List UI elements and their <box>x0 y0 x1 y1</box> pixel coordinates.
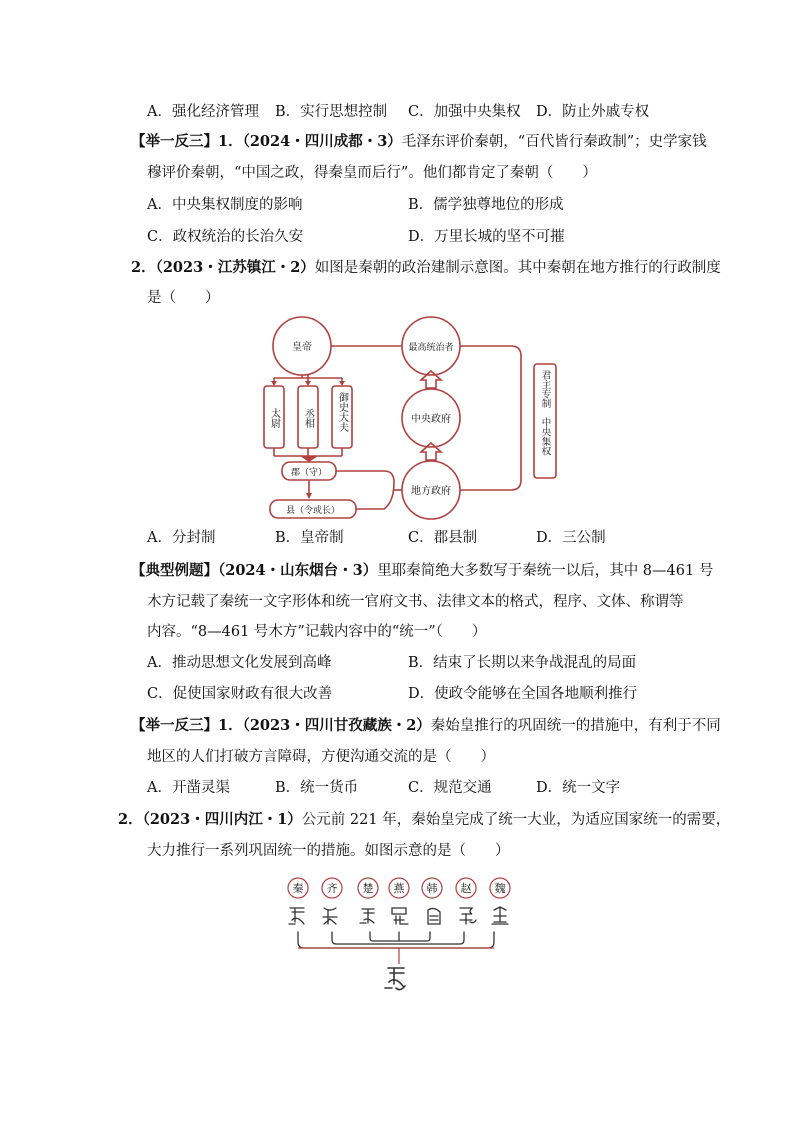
ex2-option-b: B．皇帝制 <box>275 530 344 546</box>
ex1-line2: 穆评价秦朝，“中国之政，得秦皇而后行”。他们都肯定了秦朝（ ） <box>147 165 597 181</box>
prev-option-a: A．强化经济管理 <box>147 104 259 120</box>
diagram-chengxiang: 丞相 <box>302 408 314 428</box>
state-label: 秦 <box>292 882 304 895</box>
typical-line3: 内容。“8—461 号木方”记载内容中的“统一”（ ） <box>147 624 487 640</box>
ex1-option-b: B．儒学独尊地位的形成 <box>408 197 564 213</box>
ex3-line2: 地区的人们打破方言障碍，方便沟通交流的是（ ） <box>147 749 495 765</box>
ex3-source: （2023・四川甘孜藏族・2） <box>242 717 431 734</box>
ex3-line1 <box>131 716 721 736</box>
typical-option-b: B．结束了长期以来争战混乱的局面 <box>408 655 637 671</box>
ex2-option-a: A．分封制 <box>147 530 216 546</box>
ex3-option-c: C．规范交通 <box>408 780 492 796</box>
diagram-yushi: 御史大夫 <box>336 392 348 432</box>
typical-tag: 【典型例题】 <box>131 562 218 579</box>
diagram-side: 君主专制 中央集权 <box>539 370 551 456</box>
ex2-num: 2． <box>131 259 156 276</box>
diagram-local: 地方政府 <box>411 486 451 497</box>
ex1-option-a: A．中央集权制度的影响 <box>147 197 303 213</box>
diagram-supreme: 最高统治者 <box>408 343 454 353</box>
ex3-text1: 秦始皇推行的巩固统一的措施中，有利于不同 <box>430 718 721 734</box>
ex3-num: 1． <box>218 717 243 734</box>
script-unification-diagram <box>280 876 540 1001</box>
ex4-text1: 公元前 221 年，秦始皇完成了统一大业，为适应国家统一的需要， <box>301 812 731 828</box>
ex1-num: 1． <box>218 133 243 150</box>
ex1-source: （2024・四川成都・3） <box>242 133 402 150</box>
typical-source: （2024・山东烟台・3） <box>218 562 378 579</box>
ex1-text1: 毛泽东评价秦朝，“百代皆行秦政制”；史学家钱 <box>401 134 707 150</box>
typical-option-d: D．使政令能够在全国各地顺利推行 <box>408 686 638 702</box>
state-label: 魏 <box>494 882 506 895</box>
ex3-option-a: A．开凿灵渠 <box>147 780 230 796</box>
ex4-source: （2023・四川内江・1） <box>142 811 302 828</box>
typical-option-a: A．推动思想文化发展到高峰 <box>147 655 332 671</box>
ex3-option-b: B．统一货币 <box>275 780 359 796</box>
typical-line1 <box>131 561 713 581</box>
ex1-line1 <box>131 132 707 152</box>
ex2-line1 <box>131 258 721 278</box>
ex1-option-d: D．万里长城的坚不可摧 <box>408 229 565 245</box>
typical-option-c: C．促使国家财政有很大改善 <box>147 686 333 702</box>
diagram-jun: 郡（守） <box>290 468 328 478</box>
ex4-line2: 大力推行一系列巩固统一的措施。如图示意的是（ ） <box>147 843 510 859</box>
ex2-option-c: C．郡县制 <box>408 530 478 546</box>
state-label: 韩 <box>426 882 438 895</box>
diagram-emperor: 皇帝 <box>292 342 312 353</box>
ex1-tag: 【举一反三】 <box>131 133 218 150</box>
ex2-line2: 是（ ） <box>147 290 220 306</box>
diagram-taiwei: 太尉 <box>268 408 280 428</box>
ex3-tag: 【举一反三】 <box>131 717 218 734</box>
qin-political-diagram <box>256 312 586 522</box>
prev-option-b: B．实行思想控制 <box>275 104 388 120</box>
ex2-text1: 如图是秦朝的政治建制示意图。其中秦朝在地方推行的行政制度 <box>314 260 721 276</box>
ex2-option-d: D．三公制 <box>536 530 606 546</box>
state-label: 齐 <box>326 882 338 895</box>
prev-option-c: C．加强中央集权 <box>408 104 521 120</box>
ex3-option-d: D．统一文字 <box>536 780 621 796</box>
prev-option-d: D．防止外戚专权 <box>536 104 650 120</box>
ex4-num: 2． <box>118 811 143 828</box>
diagram-central: 中央政府 <box>411 414 451 425</box>
ex4-line1 <box>118 810 730 830</box>
typical-line2: 木方记载了秦统一文字形体和统一官府文书、法律文本的格式，程序、文体、称谓等 <box>147 594 684 610</box>
ex2-source: （2023・江苏镇江・2） <box>155 259 315 276</box>
diagram-xian: 县（令或长） <box>285 506 341 516</box>
state-label: 燕 <box>393 882 405 895</box>
state-label: 楚 <box>362 882 374 895</box>
ex1-option-c: C．政权统治的长治久安 <box>147 229 304 245</box>
state-label: 赵 <box>460 882 472 895</box>
typical-text1: 里耶秦简绝大多数写于秦统一以后，其中 8—461 号 <box>377 563 714 579</box>
